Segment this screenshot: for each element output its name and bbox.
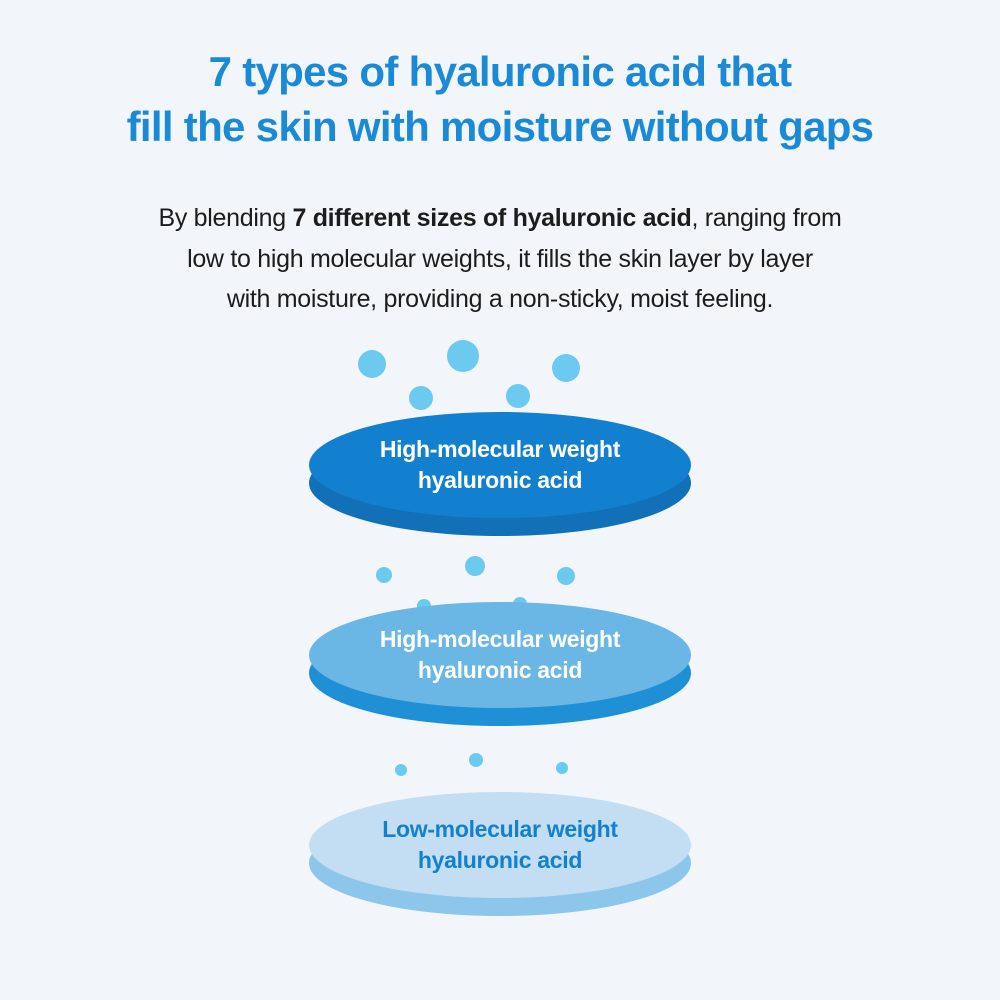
description-line-1: [0, 198, 1000, 239]
description-text: [0, 198, 1000, 320]
layer-label-line-1: High-molecular weight: [379, 436, 621, 463]
dot: [376, 567, 392, 583]
description-highlight: 7 different sizes of hyaluronic acid: [292, 204, 692, 232]
dot: [465, 556, 485, 576]
description-line-1-suffix: , ranging from: [691, 204, 842, 232]
layer-top: [309, 792, 691, 898]
dot: [395, 764, 407, 776]
dot: [447, 340, 479, 372]
dot: [409, 386, 433, 410]
page-title: [0, 44, 1000, 155]
molecular-layers-diagram: [0, 350, 1000, 980]
page-title-line-2: fill the skin with moisture without gaps: [126, 103, 874, 151]
layer-label: [382, 814, 618, 875]
layer-label-line-2: hyaluronic acid: [417, 847, 583, 873]
layer-label: [380, 624, 620, 685]
layer-label: [380, 434, 620, 495]
dot: [557, 567, 575, 585]
page-title-line-1: 7 types of hyaluronic acid that: [208, 48, 792, 95]
layer-label-line-1: Low-molecular weight: [382, 816, 618, 843]
description-line-2: low to high molecular weights, it fills the skin layer by layer: [187, 244, 813, 273]
layer-top: [309, 412, 691, 518]
description-line-1-prefix: By blending: [158, 204, 293, 232]
dot: [506, 384, 530, 408]
layer-label-line-2: hyaluronic acid: [417, 467, 583, 493]
dot: [556, 762, 568, 774]
layer-label-line-1: High-molecular weight: [379, 626, 621, 653]
description-line-3: with moisture, providing a non-sticky, moist feeling.: [226, 285, 774, 313]
layer-label-line-2: hyaluronic acid: [417, 657, 583, 683]
layer-top: [309, 602, 691, 708]
dot: [358, 350, 386, 378]
dot: [552, 354, 580, 382]
dot: [469, 753, 483, 767]
